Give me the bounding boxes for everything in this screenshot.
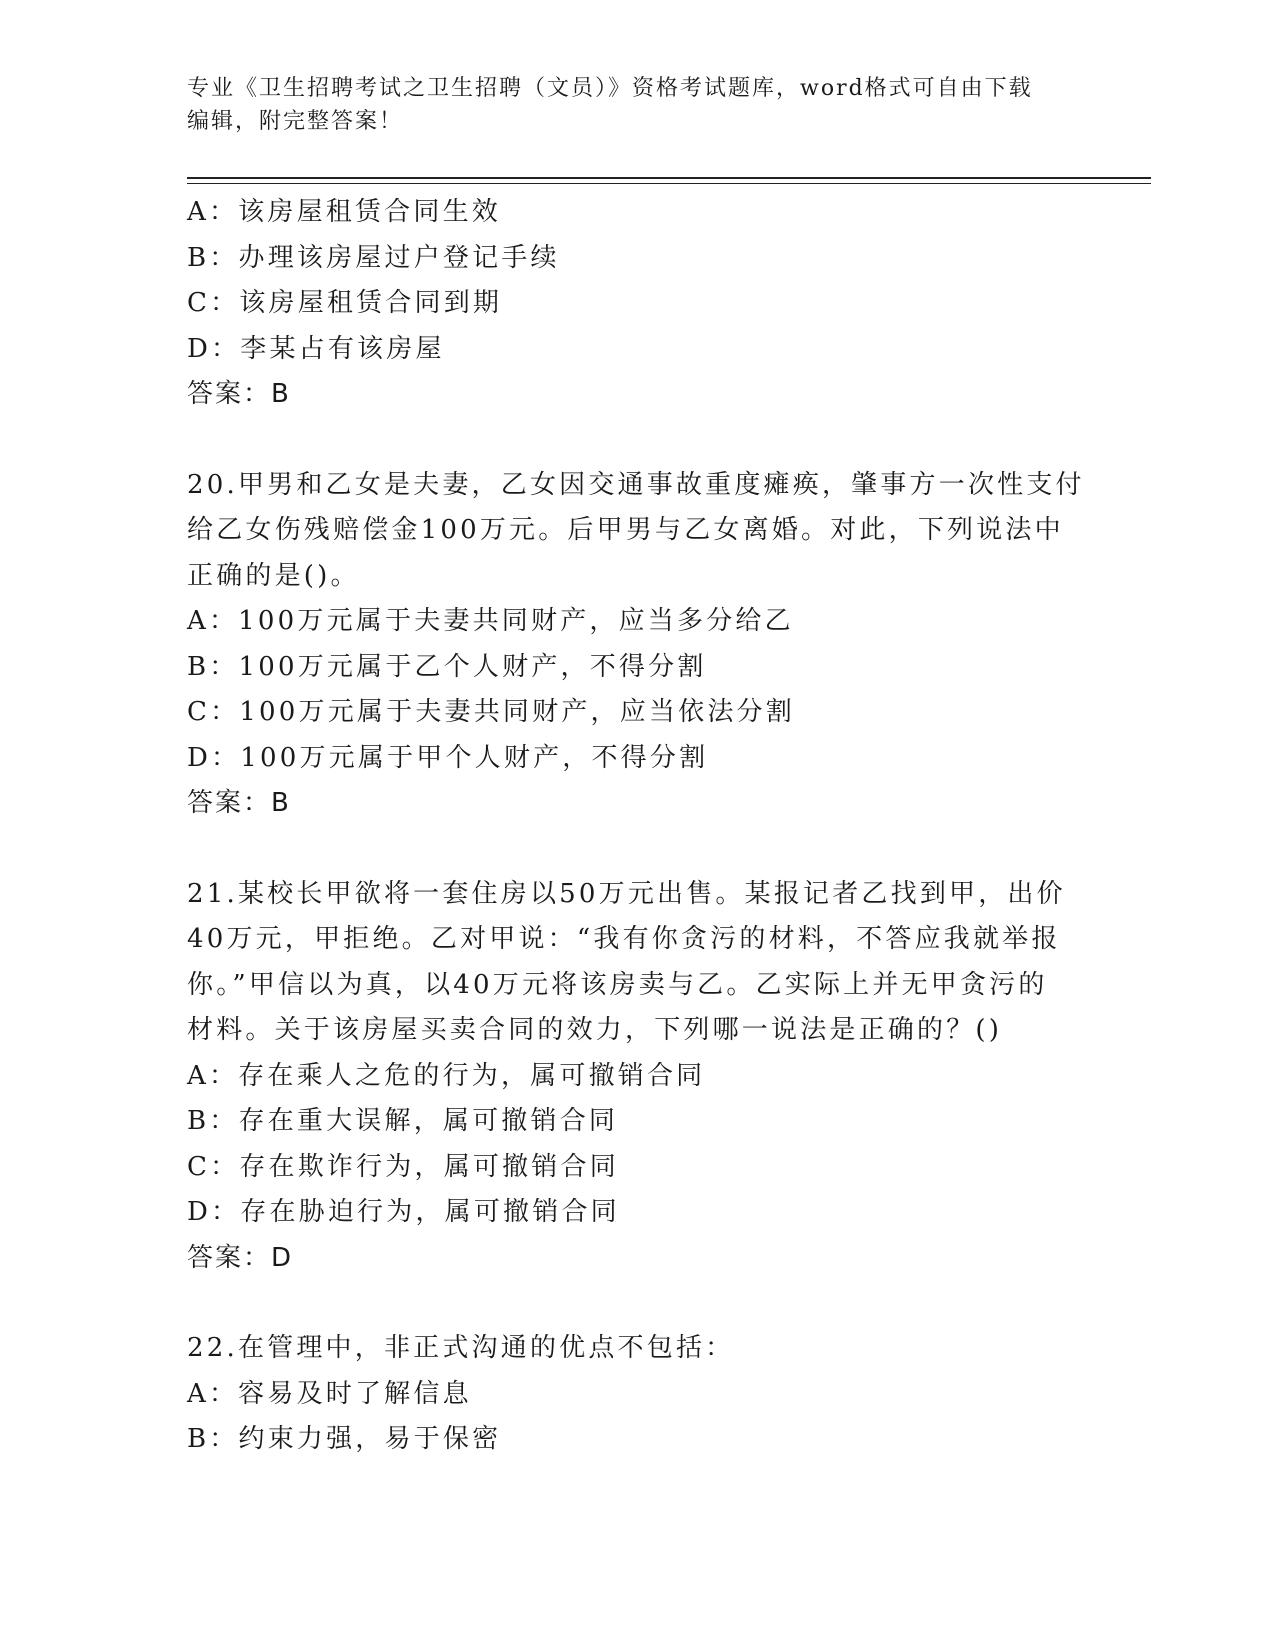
header-divider-thin [187,183,1151,184]
question-text-line: 给乙女伤残赔偿金100万元。后甲男与乙女离婚。对此，下列说法中 [187,515,1064,545]
question-text-line: 你。”甲信以为真，以40万元将该房卖与乙。乙实际上并无甲贪污的 [187,969,1048,1000]
answer-line: 答案：D [187,1242,294,1273]
question-block-21 [187,872,1087,1282]
question-text-line: 正确的是()。 [187,560,360,591]
header-divider-thick [187,177,1151,179]
option-d: D：100万元属于甲个人财产，不得分割 [187,742,709,773]
option-a: A：容易及时了解信息 [187,1378,472,1409]
question-block-22 [187,1326,1087,1463]
question-content [187,190,1087,1463]
question-text-line: 21.某校长甲欲将一套住房以50万元出售。某报记者乙找到甲，出价 [187,878,1066,909]
question-text-line: 40万元，甲拒绝。乙对甲说：“我有你贪污的材料，不答应我就举报 [187,924,1061,954]
option-a: A：100万元属于夫妻共同财产，应当多分给乙 [187,606,794,636]
option-c: C：该房屋租赁合同到期 [187,288,503,318]
option-a: A：该房屋租赁合同生效 [187,197,501,227]
option-c: C：100万元属于夫妻共同财产，应当依法分割 [187,697,795,727]
option-d: D：存在胁迫行为，属可撤销合同 [187,1197,620,1227]
spacer [187,1281,1087,1326]
question-text-line: 22.在管理中，非正式沟通的优点不包括： [187,1333,735,1363]
option-b: B：100万元属于乙个人财产，不得分割 [187,651,707,682]
spacer [187,418,1087,463]
document-header [187,72,1087,138]
question-block-19 [187,190,1087,418]
answer-line: 答案：B [187,379,291,409]
option-c: C：存在欺诈行为，属可撤销合同 [187,1151,619,1182]
option-b: B：约束力强，易于保密 [187,1424,502,1454]
question-block-20 [187,463,1087,827]
option-d: D：李某占有该房屋 [187,333,445,364]
option-b: B：办理该房屋过户登记手续 [187,242,560,273]
header-line-1: 专业《卫生招聘考试之卫生招聘（文员）》资格考试题库，word格式可自由下载 [187,76,1033,101]
header-line-2: 编辑，附完整答案！ [187,109,404,134]
option-a: A：存在乘人之危的行为，属可撤销合同 [187,1060,706,1091]
answer-line: 答案：B [187,788,291,818]
spacer [187,827,1087,872]
question-text-line: 20.甲男和乙女是夫妻，乙女因交通事故重度瘫痪，肇事方一次性支付 [187,469,1085,500]
option-b: B：存在重大误解，属可撤销合同 [187,1106,619,1136]
question-text-line: 材料。关于该房屋买卖合同的效力，下列哪一说法是正确的？() [187,1015,1003,1045]
